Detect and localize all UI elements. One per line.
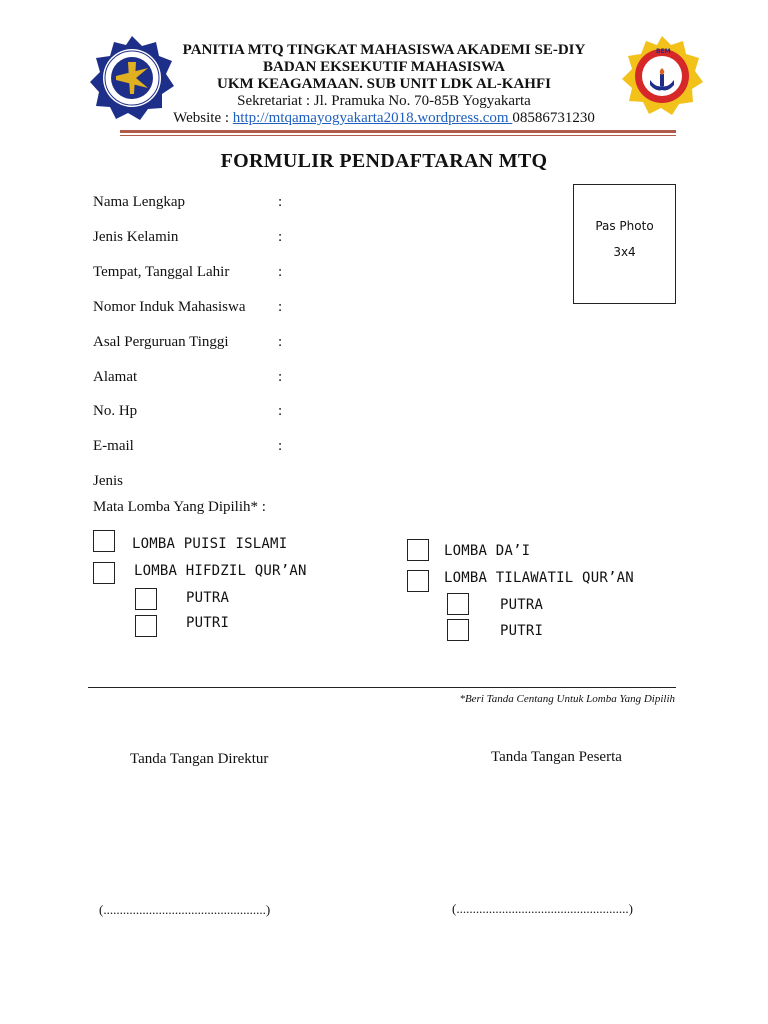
field-colon: :	[278, 438, 283, 454]
website-link[interactable]: http://mtqamayogyakarta2018.wordpress.com	[232, 110, 513, 126]
option-tilawatil-putra: PUTRA	[500, 597, 544, 613]
checkbox-lomba-dai[interactable]	[407, 539, 429, 561]
signature-line-direktur: (..................................................)	[99, 902, 271, 917]
checkbox-tilawatil-putri[interactable]	[447, 619, 469, 641]
option-hifdzil-putri: PUTRI	[186, 615, 230, 631]
header-phone: 08586731230	[512, 110, 595, 126]
option-hifdzil-putra: PUTRA	[186, 590, 230, 606]
checkbox-hifdzil-quran[interactable]	[93, 562, 115, 584]
bem-logo-label: BEM	[656, 48, 671, 55]
checkbox-note: *Beri Tanda Centang Untuk Lomba Yang Dipilih	[459, 693, 675, 705]
option-lomba-dai: LOMBA DA’I	[444, 543, 531, 559]
jenis-label: Jenis	[93, 473, 123, 489]
field-label-jenis-kelamin: Jenis Kelamin	[93, 229, 179, 245]
signature-label-direktur: Tanda Tangan Direktur	[130, 751, 269, 767]
field-colon: :	[278, 334, 283, 350]
field-label-nim: Nomor Induk Mahasiswa	[93, 299, 246, 315]
field-colon: :	[278, 194, 283, 210]
checkbox-tilawatil-putra[interactable]	[447, 593, 469, 615]
option-tilawatil-putri: PUTRI	[500, 623, 544, 639]
checkbox-hifdzil-putri[interactable]	[135, 615, 157, 637]
option-tilawatil-quran: LOMBA TILAWATIL QUR’AN	[444, 570, 634, 586]
field-colon: :	[278, 264, 283, 280]
field-colon: :	[278, 229, 283, 245]
note-divider	[88, 687, 676, 688]
option-puisi-islami: LOMBA PUISI ISLAMI	[132, 536, 288, 552]
header-divider-thin	[120, 135, 676, 136]
photo-box	[573, 184, 676, 304]
field-label-asal-pt: Asal Perguruan Tinggi	[93, 334, 229, 350]
header-line-2: BADAN EKSEKUTIF MAHASISWA	[263, 59, 505, 75]
field-label-ttl: Tempat, Tanggal Lahir	[93, 264, 230, 280]
header-address: Sekretariat : Jl. Pramuka No. 70-85B Yogyakarta	[237, 93, 531, 109]
checkbox-tilawatil-quran[interactable]	[407, 570, 429, 592]
header-line-1: PANITIA MTQ TINGKAT MAHASISWA AKADEMI SE-DIY	[182, 42, 586, 58]
website-label: Website :	[173, 110, 233, 126]
form-title: FORMULIR PENDAFTARAN MTQ	[220, 150, 548, 172]
checkbox-puisi-islami[interactable]	[93, 530, 115, 552]
option-hifdzil-quran: LOMBA HIFDZIL QUR’AN	[134, 563, 307, 579]
header-divider-thick	[120, 130, 676, 133]
field-colon: :	[278, 299, 283, 315]
mata-lomba-label: Mata Lomba Yang Dipilih* :	[93, 499, 266, 515]
checkbox-hifdzil-putra[interactable]	[135, 588, 157, 610]
header-website-line	[130, 110, 638, 127]
field-label-email: E-mail	[93, 438, 134, 454]
signature-line-peserta: (.....................................................)	[452, 901, 633, 916]
field-colon: :	[278, 369, 283, 385]
field-colon: :	[278, 403, 283, 419]
field-label-alamat: Alamat	[93, 369, 138, 385]
photo-size: 3x4	[613, 245, 636, 259]
field-label-nama: Nama Lengkap	[93, 194, 186, 210]
field-label-no-hp: No. Hp	[93, 403, 138, 419]
header-line-3: UKM KEAGAMAAN. SUB UNIT LDK AL-KAHFI	[217, 76, 551, 92]
photo-label: Pas Photo	[595, 219, 654, 233]
signature-label-peserta: Tanda Tangan Peserta	[491, 749, 622, 765]
